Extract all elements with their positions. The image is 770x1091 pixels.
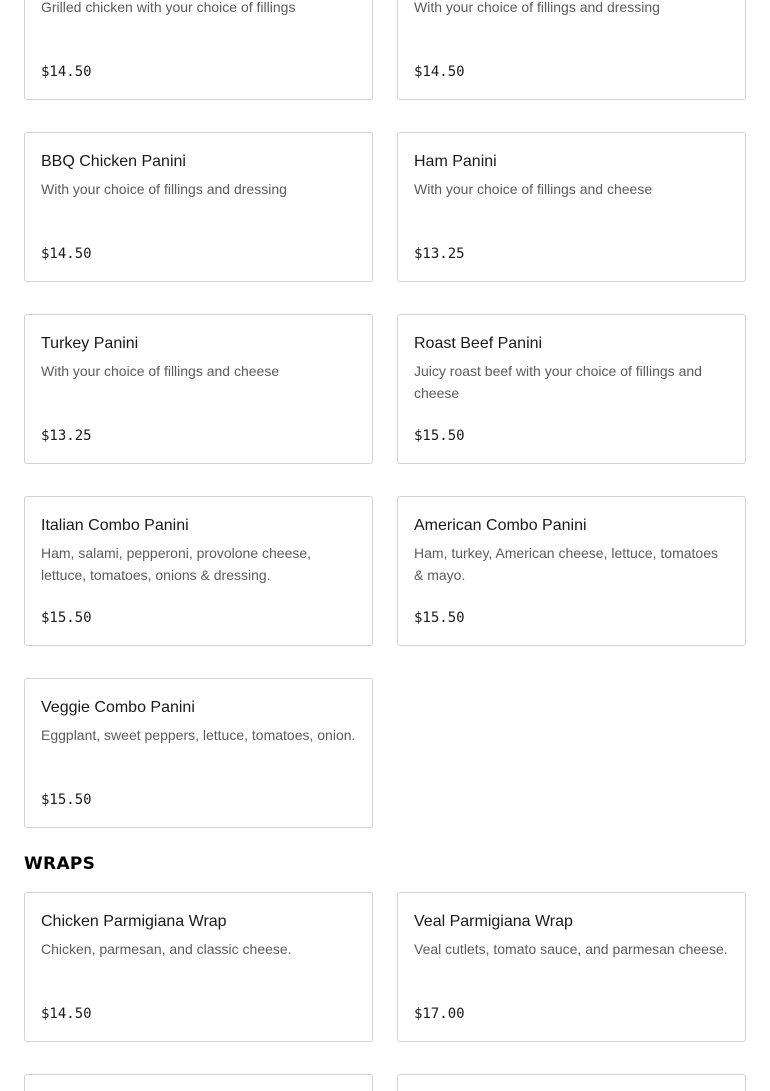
menu-item-price: $17.00 <box>414 1006 465 1022</box>
menu-item-description: With your choice of fillings and cheese <box>41 363 280 379</box>
menu-item-price: $14.50 <box>41 246 92 262</box>
menu-item-description: Juicy roast beef with your choice of fillings and cheese <box>414 363 702 401</box>
menu-item-card[interactable] <box>397 132 746 282</box>
menu-item-description: With your choice of fillings and dressing <box>414 0 660 15</box>
menu-item-description: With your choice of fillings and cheese <box>414 181 653 197</box>
menu-item-description: Chicken, parmesan, and classic cheese. <box>41 941 292 957</box>
menu-item-price: $15.50 <box>41 792 92 808</box>
menu-item-description: Ham, turkey, American cheese, lettuce, tomatoes & mayo. <box>414 545 718 583</box>
menu-item-card[interactable] <box>24 1074 373 1091</box>
menu-item-description: With your choice of fillings and dressing <box>41 181 287 197</box>
menu-item-card[interactable] <box>24 678 373 828</box>
menu-item-card[interactable] <box>397 892 746 1042</box>
menu-item-card[interactable] <box>397 1074 746 1091</box>
menu-item-price: $13.25 <box>414 246 465 262</box>
menu-item-price: $15.50 <box>414 428 465 444</box>
menu-item-card[interactable] <box>24 892 373 1042</box>
menu-item-name: BBQ Chicken Panini <box>41 153 186 170</box>
menu-item-name: Veggie Combo Panini <box>41 699 195 716</box>
menu-item-name: American Combo Panini <box>414 517 587 534</box>
menu-item-price: $15.50 <box>414 610 465 626</box>
menu-item-description: Veal cutlets, tomato sauce, and parmesan cheese. <box>414 941 728 957</box>
menu-item-name: Turkey Panini <box>41 335 139 352</box>
panini-menu-grid <box>24 0 746 828</box>
menu-item-name: Roast Beef Panini <box>414 335 543 352</box>
menu-item-name: Chicken Parmigiana Wrap <box>41 913 227 930</box>
menu-item-price: $15.50 <box>41 610 92 626</box>
menu-item-card[interactable] <box>397 314 746 464</box>
menu-item-description: Grilled chicken with your choice of fillings <box>41 0 296 15</box>
menu-item-price: $13.25 <box>41 428 92 444</box>
menu-item-price: $14.50 <box>414 64 465 80</box>
section-title-wraps: WRAPS <box>24 854 96 874</box>
menu-item-name: Italian Combo Panini <box>41 517 189 534</box>
menu-item-card[interactable] <box>24 132 373 282</box>
menu-item-description: Eggplant, sweet peppers, lettuce, tomatoes, onion. <box>41 727 356 743</box>
menu-item-card[interactable] <box>24 314 373 464</box>
menu-item-card[interactable] <box>397 0 746 100</box>
menu-item-card[interactable] <box>397 496 746 646</box>
menu-item-description: Ham, salami, pepperoni, provolone cheese, lettuce, tomatoes, onions & dressing. <box>41 545 312 583</box>
menu-item-card[interactable] <box>24 0 373 100</box>
menu-item-name: Veal Parmigiana Wrap <box>414 913 573 930</box>
menu-item-price: $14.50 <box>41 64 92 80</box>
menu-item-price: $14.50 <box>41 1006 92 1022</box>
menu-item-name: Ham Panini <box>414 153 497 170</box>
wraps-menu-grid <box>24 892 746 1091</box>
menu-item-card[interactable] <box>24 496 373 646</box>
